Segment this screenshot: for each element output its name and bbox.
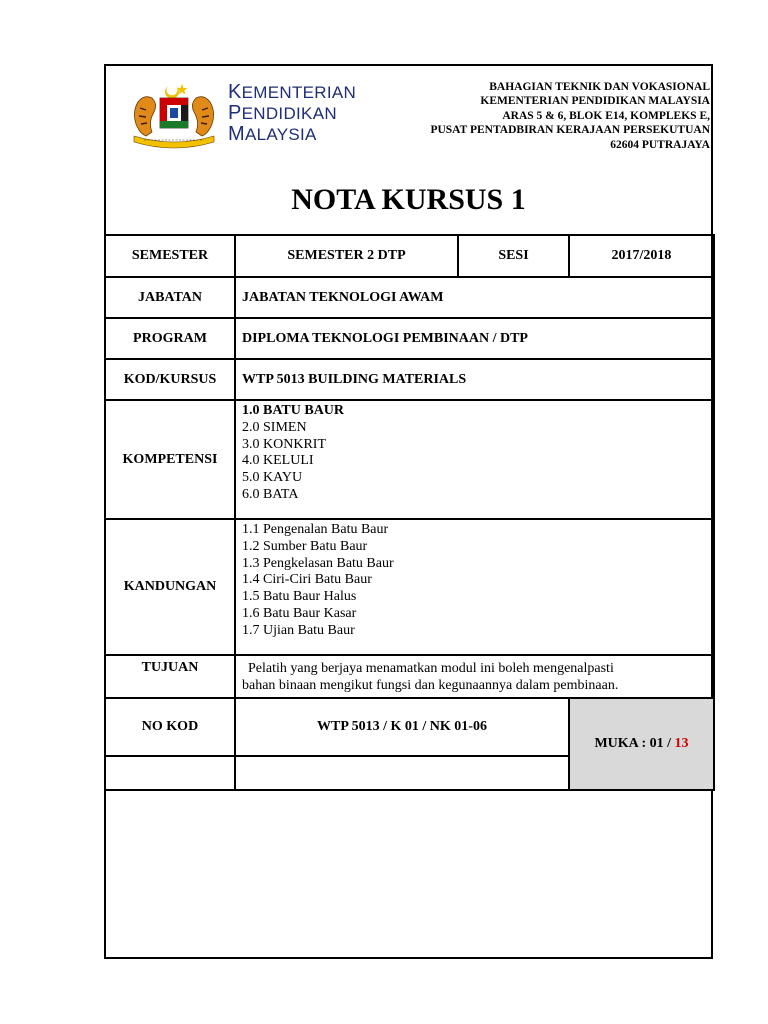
- ministry-name-line-1: KEMENTERIAN: [228, 81, 357, 103]
- tujuan-label: TUJUAN: [105, 655, 235, 698]
- ministry-name-line-3: MALAYSIA: [228, 123, 317, 145]
- list-item: 1.0 BATU BAUR: [242, 403, 345, 418]
- program-value: DIPLOMA TEKNOLOGI PEMBINAAN / DTP: [235, 318, 714, 359]
- page-number-prefix: MUKA : 01 /: [594, 736, 675, 751]
- list-item: 1.4 Ciri-Ciri Batu Baur: [242, 572, 372, 588]
- list-item: 1.7 Ujian Batu Baur: [242, 622, 355, 638]
- list-item: 1.5 Batu Baur Halus: [242, 589, 357, 605]
- no-kod-label: NO KOD: [105, 698, 235, 756]
- ministry-address: [430, 80, 710, 152]
- kandungan-list: [235, 519, 714, 655]
- address-line: PUSAT PENTADBIRAN KERAJAAN PERSEKUTUAN: [430, 124, 710, 137]
- list-item: 1.3 Pengkelasan Batu Baur: [242, 555, 394, 571]
- ministry-name-line-2: PENDIDIKAN: [228, 102, 337, 124]
- ministry-name: [228, 82, 356, 145]
- tujuan-row: [105, 655, 714, 698]
- tujuan-line-1: Pelatih yang berjaya menamatkan modul ini boleh mengenalpasti: [248, 660, 614, 676]
- list-item: 2.0 SIMEN: [242, 419, 307, 435]
- kompetensi-row: [105, 400, 714, 519]
- no-kod-value: WTP 5013 / K 01 / NK 01-06: [235, 698, 569, 756]
- empty-cell: [105, 756, 235, 790]
- list-item: 1.2 Sumber Batu Baur: [242, 538, 368, 554]
- empty-cell: [235, 756, 569, 790]
- page-number-cell: [569, 698, 714, 790]
- document-title: NOTA KURSUS 1: [291, 183, 526, 216]
- address-line: BAHAGIAN TEKNIK DAN VOKASIONAL: [489, 81, 710, 93]
- kandungan-label: KANDUNGAN: [105, 519, 235, 655]
- list-item: 1.1 Pengenalan Batu Baur: [242, 522, 389, 537]
- jabatan-value: JABATAN TEKNOLOGI AWAM: [235, 277, 714, 318]
- sesi-value: 2017/2018: [569, 235, 714, 277]
- program-label: PROGRAM: [105, 318, 235, 359]
- coat-of-arms-logo: [124, 80, 224, 152]
- semester-row: [105, 235, 714, 277]
- address-line: ARAS 5 & 6, BLOK E14, KOMPLEKS E,: [502, 109, 710, 122]
- jabatan-row: [105, 277, 714, 318]
- semester-value: SEMESTER 2 DTP: [235, 235, 458, 277]
- course-info-table: [104, 234, 715, 791]
- kandungan-row: [105, 519, 714, 655]
- list-item: 4.0 KELULI: [242, 453, 314, 469]
- tujuan-line-2: bahan binaan mengikut fungsi dan kegunaannya dalam pembinaan.: [242, 677, 619, 693]
- list-item: 3.0 KONKRIT: [242, 436, 326, 452]
- kompetensi-label: KOMPETENSI: [105, 400, 235, 519]
- sesi-label: SESI: [458, 235, 569, 277]
- no-kod-row: [105, 698, 714, 756]
- jabatan-label: JABATAN: [105, 277, 235, 318]
- address-line: 62604 PUTRAJAYA: [610, 138, 710, 151]
- tujuan-text: [235, 655, 714, 698]
- list-item: 5.0 KAYU: [242, 470, 303, 486]
- kompetensi-list: [235, 400, 714, 519]
- semester-label: SEMESTER: [105, 235, 235, 277]
- page-number-total: 13: [674, 736, 689, 751]
- list-item: 6.0 BATA: [242, 486, 299, 502]
- list-item: 1.6 Batu Baur Kasar: [242, 605, 357, 621]
- kod-kursus-value: WTP 5013 BUILDING MATERIALS: [235, 359, 714, 400]
- kod-kursus-row: [105, 359, 714, 400]
- program-row: [105, 318, 714, 359]
- kod-kursus-label: KOD/KURSUS: [105, 359, 235, 400]
- address-line: KEMENTERIAN PENDIDIKAN MALAYSIA: [480, 95, 710, 108]
